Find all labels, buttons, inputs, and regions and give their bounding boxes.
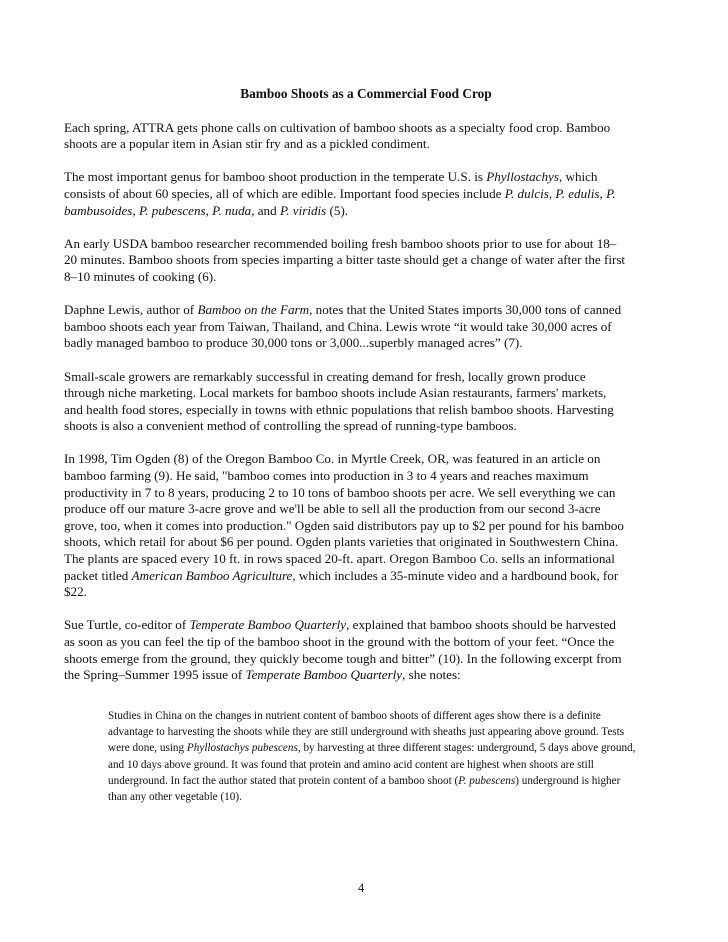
- document-page: [64, 86, 636, 806]
- paragraph-small-scale: Small-scale growers are remarkably successful in creating demand for fresh, locally grown produce through niche marketing. Local markets for bamboo shoots include Asian restaurants, farmers' markets, and health food stores, especially in towns with ethnic populations that relish bamboo shoots. Harvesting shoots is also a convenient method of controlling the spread of running-type bamboos.: [64, 368, 614, 434]
- paragraph-lewis: Daphne Lewis, author of Bamboo on the Farm, notes that the United States imports 30,000 tons of canned bamboo shoots each year from Taiwan, Thailand, and China. Lewis wrote “it would take 30,000 acres of badly managed bamboo to produce 30,000 tons or 3,000...superbly managed acres” (7).: [64, 302, 622, 351]
- page-title: Bamboo Shoots as a Commercial Food Crop: [240, 86, 492, 101]
- paragraph-ogden: In 1998, Tim Ogden (8) of the Oregon Bamboo Co. in Myrtle Creek, OR, was featured in an article on bamboo farming (9). He said, "bamboo comes into production in 3 to 4 years and reaches maximum productivity in 7 to 8 years, producing 2 to 10 tons of bamboo shoots per acre. We sell everything we can produce off our mature 3-acre grove and we'll be able to sell all the production from our second 3-acre grove, too, when it comes into production." Ogden said distributors pay up to $2 per pound for his bamboo shoots, which retail for about $6 per pound. Ogden plants varieties that originated in Southwestern China. The plants are spaced every 10 ft. in rows spaced 20-ft. apart. Oregon Bamboo Co. sells an informational packet titled American Bamboo Agriculture, which includes a 35-minute video and a hardbound book, for $22.: [64, 451, 624, 600]
- paragraph-boiling: An early USDA bamboo researcher recommended boiling fresh bamboo shoots prior to use for about 18–20 minutes. Bamboo shoots from species imparting a bitter taste should get a change of water after the first 8–10 minutes of cooking (6).: [64, 235, 626, 284]
- page-number: 4: [358, 881, 365, 895]
- paragraph-intro: Each spring, ATTRA gets phone calls on cultivation of bamboo shoots as a specialty food crop. Bamboo shoots are a popular item in Asian stir fry and as a pickled condiment.: [64, 119, 611, 152]
- block-quote: Studies in China on the changes in nutrient content of bamboo shoots of different ages show there is a definite advantage to harvesting the shoots while they are still underground with sheaths just appearing above ground. Tests were done, using Phyllostachys pubescens, by harvesting at three different stages: underground, 5 days above ground, and 10 days above ground. It was found that protein and amino acid content are highest when shoots are still underground. In fact the author stated that protein content of a bamboo shoot (P. pubescens) underground is higher than any other vegetable (10).: [108, 709, 636, 804]
- paragraph-genus: The most important genus for bamboo shoot production in the temperate U.S. is Phyllostachys, which consists of about 60 species, all of which are edible. Important food species include P. dulcis, P. edulis, P. bambusoides, P. pubescens, P. nuda, and P. viridis (5).: [64, 169, 616, 218]
- paragraph-turtle: Sue Turtle, co-editor of Temperate Bamboo Quarterly, explained that bamboo shoots should be harvested as soon as you can feel the tip of the bamboo shoot in the ground with the bottom of your feet. “Once the shoots emerge from the ground, they quickly become tough and bitter” (10). In the following excerpt from the Spring–Summer 1995 issue of Temperate Bamboo Quarterly, she notes:: [64, 617, 622, 683]
